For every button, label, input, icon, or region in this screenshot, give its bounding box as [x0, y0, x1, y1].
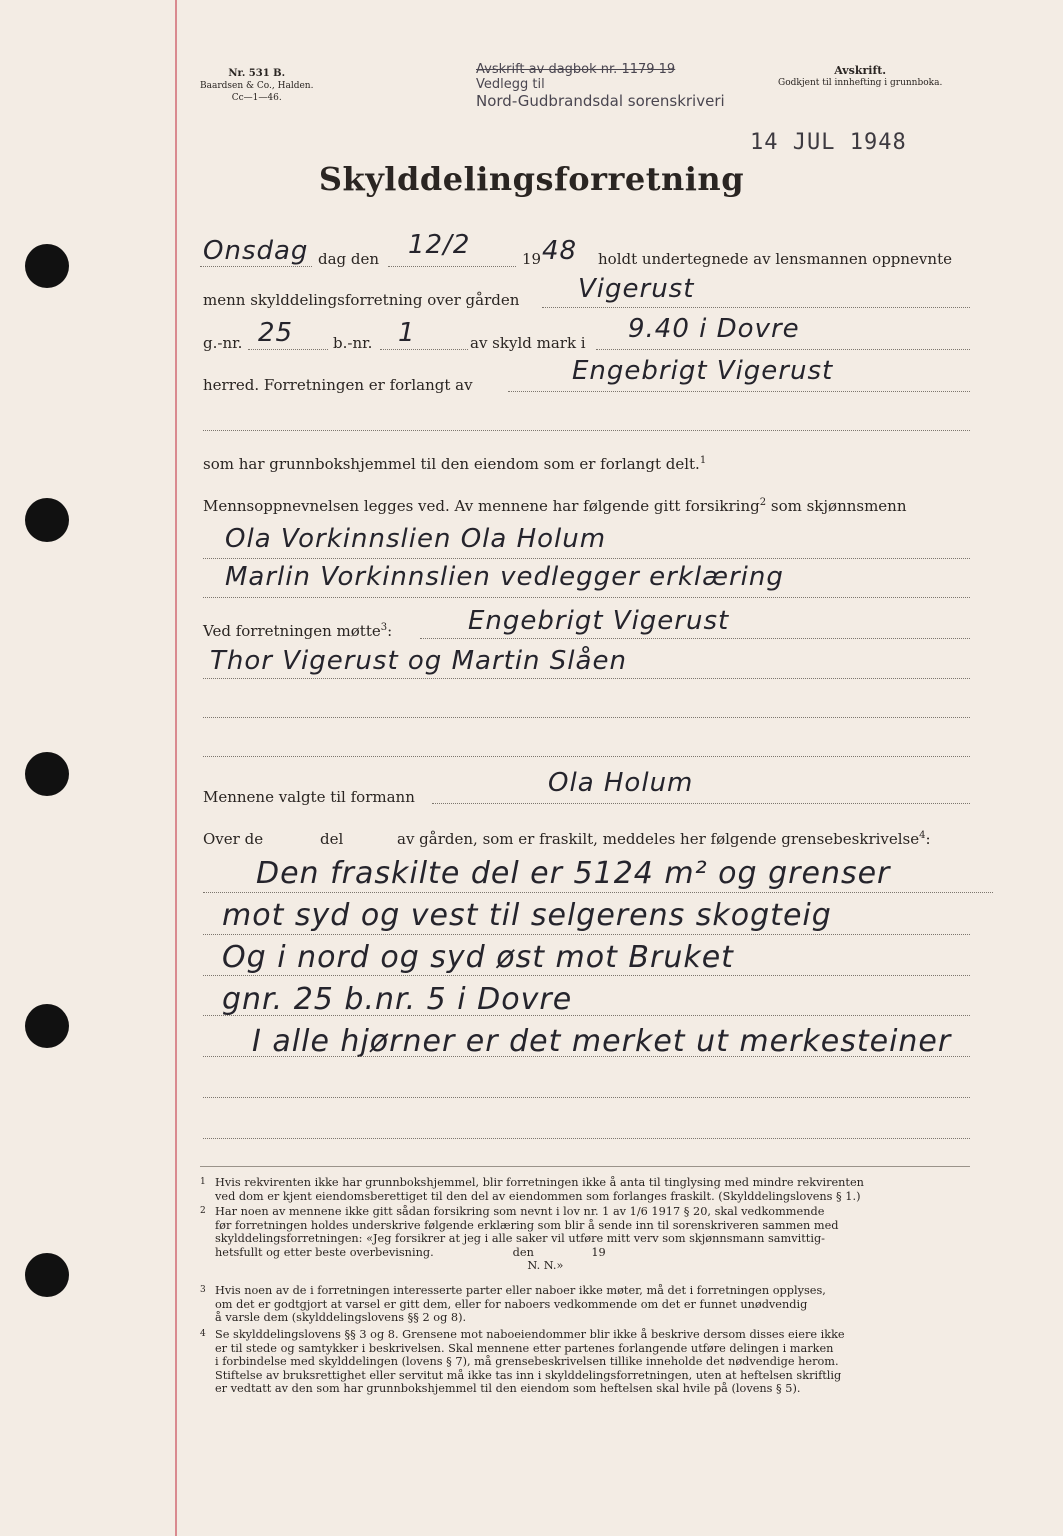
fill-line — [200, 266, 312, 267]
footnote-number: 3 — [200, 1285, 206, 1295]
handwritten-men: Ola Vorkinnslien Ola Holum — [225, 524, 607, 554]
fill-line — [203, 1138, 970, 1139]
footnote-line: ved dom er kjent eiendomsberettiget til den del av eiendommen som forlanges fraskilt. (Skylddelingslovens § 1.) — [215, 1189, 861, 1203]
footnote-number: 1 — [200, 1177, 206, 1187]
label-row4: herred. Forretningen er forlangt av — [203, 376, 473, 394]
printer-block — [200, 68, 313, 104]
punch-hole — [25, 1004, 69, 1048]
avskrift-block — [778, 65, 942, 89]
footnote-line: er til stede og samtykker i beskrivelsen. Skal mennene etter partenes forlangende utføre delingen i marken — [215, 1341, 834, 1355]
fill-line — [203, 558, 970, 559]
label-row6 — [203, 497, 907, 515]
registry-stamp — [476, 62, 725, 110]
footnote-number: 2 — [200, 1206, 206, 1216]
fill-line — [508, 391, 970, 392]
label-del: del — [320, 830, 344, 848]
stamp-line: Avskrift av dagbok nr. 1179 19 — [476, 62, 676, 77]
footnote-line: er vedtatt av den som har grunnbokshjemmel til den eiendom som heftelsen skal hvile på (lovens § 5). — [215, 1382, 801, 1396]
label-bnr: b.-nr. — [333, 334, 373, 352]
handwritten-description: mot syd og vest til selgerens skogteig — [222, 898, 832, 933]
fill-line — [203, 756, 970, 757]
row6-text: Mennsoppnevnelsen legges ved. Av mennene har følgende gitt forsikring — [203, 497, 760, 515]
footnote-line: Hvis noen av de i forretningen interesserte parter eller naboer ikke møter, må det i forretningen opplyses, — [215, 1284, 826, 1297]
stamp-line: Vedlegg til — [476, 77, 545, 92]
stamp-line: Nord-Gudbrandsdal sorenskriveri — [476, 92, 725, 110]
footnote-ref: 4 — [919, 830, 926, 841]
footnote-ref: 1 — [699, 455, 707, 466]
form-number: Nr. 531 B. — [228, 68, 286, 79]
handwritten-date: 12/2 — [408, 230, 471, 260]
footnote-number: 4 — [200, 1329, 206, 1339]
label-skyld: av skyld mark i — [470, 334, 586, 352]
fill-line — [248, 349, 328, 350]
fill-line — [203, 975, 970, 976]
handwritten-year: 48 — [542, 236, 578, 266]
handwritten-description: gnr. 25 b.nr. 5 i Dovre — [222, 982, 573, 1017]
footnote-line: Har noen av mennene ikke gitt sådan forsikring som nevnt i lov nr. 1 av 1/6 1917 § 20, skal vedkommende — [215, 1205, 825, 1218]
fill-line — [203, 430, 970, 431]
handwritten-men: Marlin Vorkinnslien vedlegger erklæring — [225, 562, 784, 592]
fill-line — [203, 934, 970, 935]
fill-line — [203, 678, 970, 679]
handwritten-formann: Ola Holum — [548, 768, 694, 798]
fill-line — [380, 349, 468, 350]
fill-line — [203, 1097, 970, 1098]
handwritten-farm: Vigerust — [578, 274, 695, 304]
label-row2: menn skylddelingsforretning over gården — [203, 291, 520, 309]
handwritten-attendee: Engebrigt Vigerust — [468, 606, 730, 636]
punch-hole — [25, 498, 69, 542]
footnote-ref: 3 — [380, 622, 388, 633]
row5-text: som har grunnbokshjemmel til den eiendom som er forlangt delt. — [203, 455, 700, 473]
page-title: Skylddelingsforretning — [318, 160, 745, 198]
label-gard: av gården, som er fraskilt, meddeles her følgende grensebeskrivelse$^4$: — [397, 830, 931, 848]
footnote-line: om det er godtgjort at varsel er gitt dem, eller for naboers vedkommende om det er funnet unødvendig — [215, 1297, 808, 1311]
handwritten-requester: Engebrigt Vigerust — [572, 356, 834, 386]
footnote-line: Hvis rekvirenten ikke har grunnbokshjemmel, blir forretningen ikke å anta til tinglysing med mindre rekvirenten — [215, 1176, 864, 1189]
punch-hole — [25, 1253, 69, 1297]
fill-line — [203, 892, 993, 893]
footnote-line: N. N.» — [215, 1259, 564, 1273]
footnote-ref: 2 — [759, 497, 767, 508]
label-row7: Ved forretningen møtte$^3$: — [203, 622, 393, 640]
row6-text: som skjønnsmenn — [766, 497, 907, 515]
date-stamp: 14 JUL 1948 — [750, 130, 907, 155]
label-row1: holdt undertegnede av lensmannen oppnevnte — [598, 250, 952, 268]
printer-code: Cc—1—46. — [231, 93, 282, 103]
footnote-line: Stiftelse av bruksrettighet eller servitut må ikke tas inn i skylddelingsforretningen, uten at heftelsen skriftlig — [215, 1368, 842, 1382]
label-gnr: g.-nr. — [203, 334, 243, 352]
footnote-divider — [200, 1166, 970, 1167]
handwritten-attendee: Thor Vigerust og Martin Slåen — [210, 646, 627, 676]
label-formann: Mennene valgte til formann — [203, 788, 415, 806]
label-dag: dag den — [318, 250, 380, 268]
footnote-line: Se skylddelingslovens §§ 3 og 8. Grensene mot naboeiendommer blir ikke å beskrive dersom disses eiere ikke — [215, 1328, 845, 1341]
footnote-line: i forbindelse med skylddelingen (lovens § 7), må grensebeskrivelsen tillike inneholde det nødvendige herom. — [215, 1355, 839, 1369]
margin-rule — [175, 0, 177, 1536]
row7-text: Ved forretningen møtte — [203, 622, 381, 640]
fill-line — [542, 307, 970, 308]
punch-hole — [25, 244, 69, 288]
fill-line — [203, 597, 970, 598]
handwritten-gnr: 25 — [258, 318, 294, 348]
handwritten-description: I alle hjørner er det merket ut merkesteiner — [252, 1024, 952, 1059]
fill-line — [432, 803, 970, 804]
handwritten-description: Den fraskilte del er 5124 m² og grenser — [256, 856, 891, 891]
punch-hole — [25, 752, 69, 796]
fill-line — [420, 638, 970, 639]
handwritten-weekday: Onsdag — [203, 236, 309, 266]
fill-line — [203, 717, 970, 718]
handwritten-bnr: 1 — [398, 318, 416, 348]
fill-line — [596, 349, 970, 350]
handwritten-description: Og i nord og syd øst mot Bruket — [222, 940, 734, 975]
handwritten-skyld: 9.40 i Dovre — [628, 314, 800, 344]
footnote-line: hetsfullt og etter beste overbevisning. den 19 — [215, 1245, 606, 1259]
fill-line — [388, 266, 516, 267]
avskrift-sub: Godkjent til innhefting i grunnboka. — [778, 78, 943, 88]
printer-line: Baardsen & Co., Halden. — [200, 81, 314, 91]
fill-line — [203, 1015, 970, 1016]
gard-text: av gården, som er fraskilt, meddeles her følgende grensebeskrivelse — [397, 830, 920, 848]
label-year-prefix: 19 — [522, 250, 542, 268]
footnote-line: skylddelingsforretningen: «Jeg forsikrer at jeg i alle saker vil utføre mitt verv som skjønnsmann samvittig- — [215, 1232, 825, 1246]
label-over-de: Over de — [203, 830, 264, 848]
label-row5 — [203, 455, 706, 473]
footnote-line: å varsle dem (skylddelingslovens §§ 2 og 8). — [215, 1311, 467, 1325]
footnote-line: før forretningen holdes underskrive følgende erklæring som blir å sende inn til sorenskriveren sammen med — [215, 1218, 839, 1232]
avskrift-title: Avskrift. — [834, 64, 887, 77]
fill-line — [203, 1056, 970, 1057]
